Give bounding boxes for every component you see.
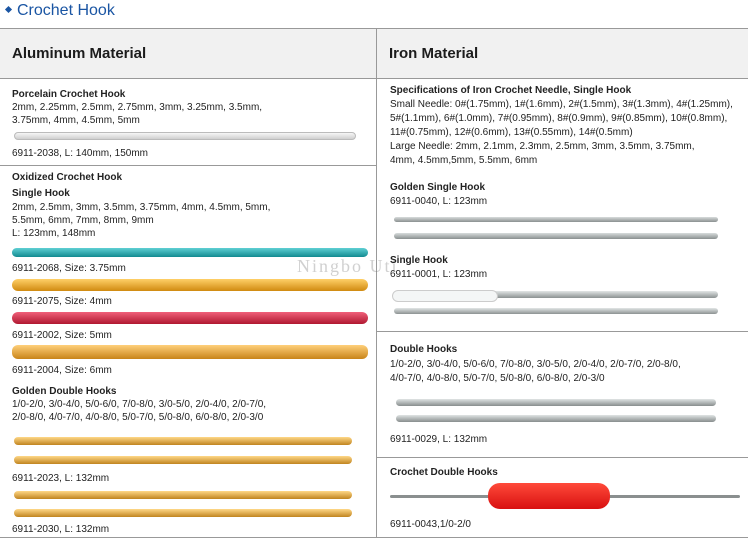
golden-single-hook-image-1 (394, 217, 718, 222)
golden-double-hook-image-1 (14, 437, 352, 445)
column-header-iron: Iron Material (377, 29, 748, 79)
oxidized-item-3: 6911-2002, Size: 5mm (12, 330, 112, 341)
double-hooks-line-1: 1/0-2/0, 3/0-4/0, 5/0-6/0, 7/0-8/0, 3/0-5/0, 2/0-4/0, 2/0-7/0, 2/0-8/0, (390, 359, 681, 370)
single-hook-code: 6911-0001, L: 123mm (390, 269, 488, 280)
porcelain-sizes-1: 2mm, 2.25mm, 2.5mm, 2.75mm, 3mm, 3.25mm, 3.5mm, (12, 102, 263, 113)
iron-spec-line-1: Small Needle: 0#(1.75mm), 1#(1.6mm), 2#(1.5mm), 3#(1.3mm), 4#(1.25mm), (390, 99, 733, 110)
orange-hook-image (12, 279, 368, 291)
double-hooks-line-2: 4/0-7/0, 4/0-8/0, 5/0-7/0, 5/0-8/0, 6/0-8/0, 2/0-3/0 (390, 373, 605, 384)
oxidized-sizes-2: 5.5mm, 6mm, 7mm, 8mm, 9mm (12, 215, 154, 226)
golden-double-code-2: 6911-2030, L: 132mm (12, 524, 110, 535)
page-title (0, 0, 115, 24)
golden-single-title: Golden Single Hook (390, 182, 486, 193)
double-hook-image-1 (396, 399, 716, 406)
red-hook-image (12, 312, 368, 324)
golden-double-line-2: 2/0-8/0, 4/0-7/0, 4/0-8/0, 5/0-7/0, 5/0-8/0, 6/0-8/0, 2/0-3/0 (12, 412, 264, 423)
oxidized-item-4: 6911-2004, Size: 6mm (12, 365, 112, 376)
double-hook-image-2 (396, 415, 716, 422)
oxidized-length: L: 123mm, 148mm (12, 228, 96, 239)
single-hook-title: Single Hook (390, 255, 448, 266)
porcelain-hook-image (14, 132, 356, 140)
oxidized-item-2: 6911-2075, Size: 4mm (12, 296, 112, 307)
watermark: Ningbo Uti (297, 256, 399, 276)
crochet-double-code: 6911-0043,1/0-2/0 (390, 519, 471, 530)
iron-spec-line-4: Large Needle: 2mm, 2.1mm, 2.3mm, 2.5mm, 3mm, 3.5mm, 3.75mm, (390, 141, 695, 152)
oxidized-sizes-1: 2mm, 2.5mm, 3mm, 3.5mm, 3.75mm, 4mm, 4.5mm, 5mm, (12, 202, 271, 213)
gold-hook-image (12, 345, 368, 359)
row-divider (377, 457, 748, 458)
golden-double-title: Golden Double Hooks (12, 386, 117, 397)
crochet-double-title: Crochet Double Hooks (390, 467, 498, 478)
porcelain-code: 6911-2038, L: 140mm, 150mm (12, 148, 149, 159)
oxidized-subtitle: Single Hook (12, 188, 70, 199)
iron-spec-line-3: 11#(0.75mm), 12#(0.6mm), 13#(0.55mm), 14#(0.5mm) (390, 127, 633, 138)
single-hook-cap-image (392, 290, 498, 302)
golden-double-hook-image-2 (14, 456, 352, 464)
row-divider (0, 165, 376, 166)
golden-single-code: 6911-0040, L: 123mm (390, 196, 488, 207)
crochet-double-red-handle-image (488, 483, 610, 509)
single-hook-image-2 (394, 308, 718, 314)
column-header-aluminum: Aluminum Material (0, 29, 376, 79)
column-divider (376, 29, 377, 537)
double-hooks-code: 6911-0029, L: 132mm (390, 434, 488, 445)
porcelain-title: Porcelain Crochet Hook (12, 89, 126, 100)
row-divider (377, 331, 748, 332)
golden-double-line-1: 1/0-2/0, 3/0-4/0, 5/0-6/0, 7/0-8/0, 3/0-5/0, 2/0-4/0, 2/0-7/0, (12, 399, 267, 410)
golden-double-code-1: 6911-2023, L: 132mm (12, 473, 110, 484)
diamond-bullet-icon (5, 6, 12, 13)
golden-single-hook-image-2 (394, 233, 718, 239)
page-title-text: Crochet Hook (17, 2, 115, 19)
iron-spec-line-5: 4mm, 4.5mm,5mm, 5.5mm, 6mm (390, 155, 538, 166)
product-table (0, 28, 748, 538)
golden-double-hook-image-3 (14, 491, 352, 499)
oxidized-title: Oxidized Crochet Hook (12, 172, 123, 183)
double-hooks-title: Double Hooks (390, 344, 458, 355)
oxidized-item-1: 6911-2068, Size: 3.75mm (12, 263, 126, 274)
porcelain-sizes-2: 3.75mm, 4mm, 4.5mm, 5mm (12, 115, 140, 126)
golden-double-hook-image-4 (14, 509, 352, 517)
iron-spec-line-2: 5#(1.1mm), 6#(1.0mm), 7#(0.95mm), 8#(0.9mm), 9#(0.85mm), 10#(0.8mm), (390, 113, 728, 124)
iron-spec-title: Specifications of Iron Crochet Needle, Single Hook (390, 85, 632, 96)
